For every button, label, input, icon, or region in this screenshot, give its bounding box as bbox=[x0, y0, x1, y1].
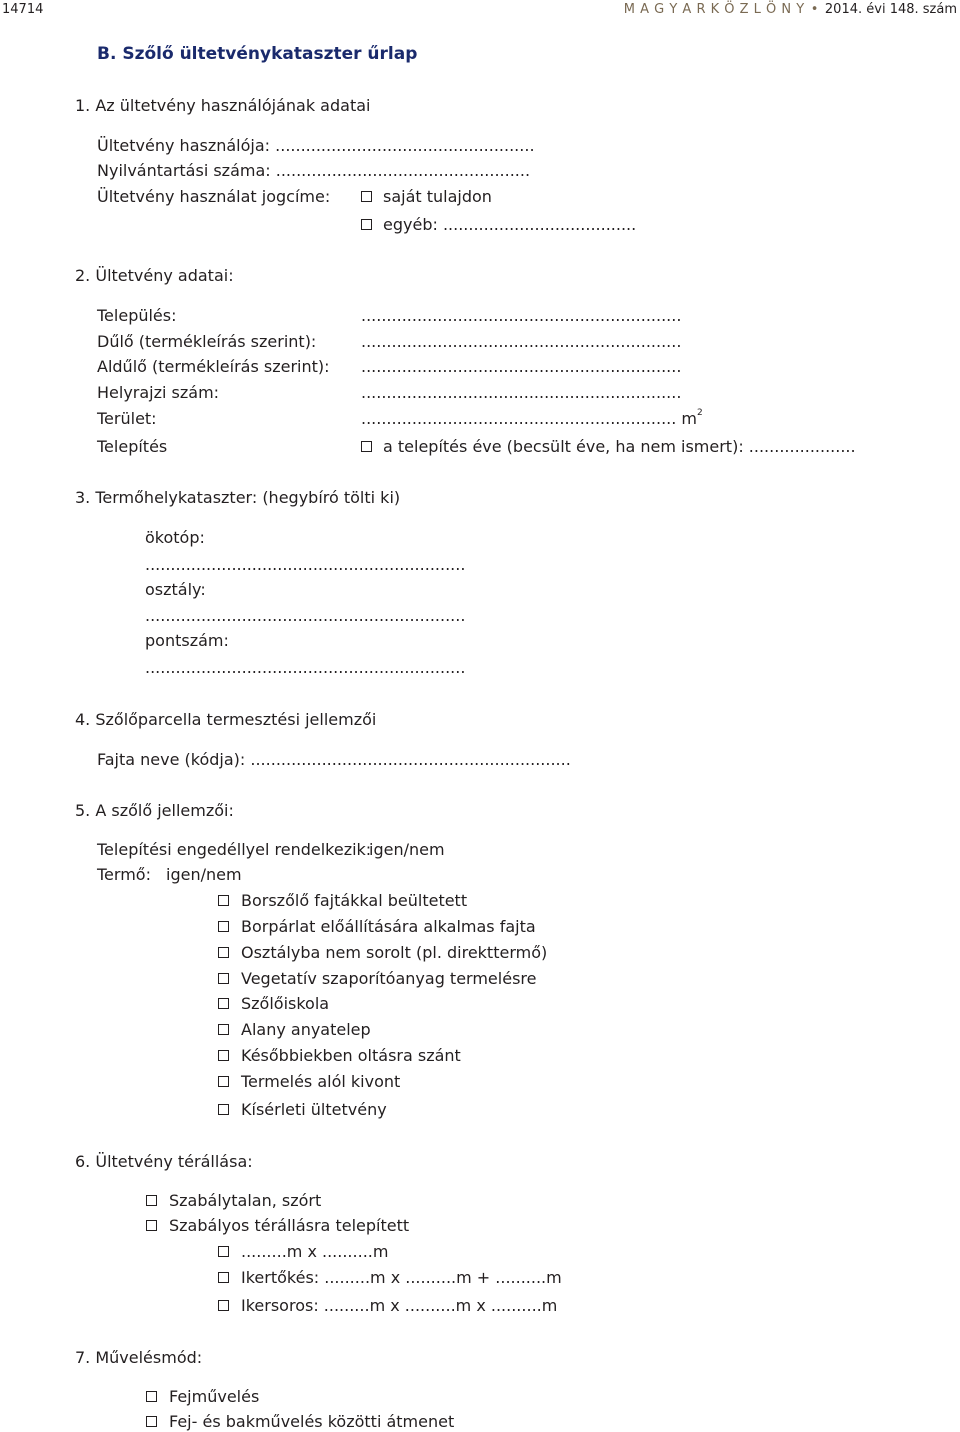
row-label: Település: bbox=[97, 306, 177, 325]
row-value: ............................................................... bbox=[361, 383, 682, 402]
journal-issue: 2014. évi 148. szám bbox=[824, 2, 957, 17]
own-property-checkbox[interactable] bbox=[361, 191, 372, 202]
twin-row-label: Ikersoros: .........m x ..........m x ..........m bbox=[241, 1296, 558, 1315]
option-checkbox[interactable] bbox=[218, 1104, 229, 1115]
irregular-label: Szabálytalan, szórt bbox=[169, 1191, 322, 1210]
row-label: Terület: bbox=[97, 409, 157, 428]
area-unit-exponent: 2 bbox=[697, 408, 703, 418]
option-label: Termelés alól kivont bbox=[241, 1072, 401, 1091]
ecotope-value: ............................................................... bbox=[145, 555, 466, 574]
option-label: Későbbiekben oltásra szánt bbox=[241, 1046, 461, 1065]
regular-label: Szabályos térállásra telepített bbox=[169, 1216, 410, 1235]
row-label: Dűlő (termékleírás szerint): bbox=[97, 332, 317, 351]
regular-checkbox[interactable] bbox=[146, 1220, 157, 1231]
section-7-heading: 7. Művelésmód: bbox=[75, 1348, 203, 1367]
page-number: 14714 bbox=[2, 2, 44, 17]
user-field: Ültetvény használója: ................................................... bbox=[97, 136, 535, 155]
own-property-label: saját tulajdon bbox=[383, 187, 492, 206]
option-checkbox[interactable] bbox=[218, 895, 229, 906]
bearing-label: Termő: bbox=[97, 865, 151, 884]
planting-label: Telepítés bbox=[97, 437, 168, 456]
row-value: ............................................................... bbox=[361, 332, 682, 351]
section-3-heading: 3. Termőhelykataszter: (hegybíró tölti ki) bbox=[75, 488, 401, 507]
option-checkbox[interactable] bbox=[218, 1050, 229, 1061]
class-label: osztály: bbox=[145, 580, 206, 599]
spacing-label: .........m x ..........m bbox=[241, 1242, 389, 1261]
twin-row-checkbox[interactable] bbox=[218, 1300, 229, 1311]
option-label: Borszőlő fajtákkal beültetett bbox=[241, 891, 468, 910]
other-label: egyéb: ...................................... bbox=[383, 215, 637, 234]
section-4-heading: 4. Szőlőparcella termesztési jellemzői bbox=[75, 710, 377, 729]
option-label: Vegetatív szaporítóanyag termelésre bbox=[241, 969, 537, 988]
section-6-heading: 6. Ültetvény térállása: bbox=[75, 1152, 253, 1171]
area-dots-unit: .............................................................. m bbox=[361, 409, 697, 428]
option-checkbox[interactable] bbox=[218, 1076, 229, 1087]
row-value: ............................................................... bbox=[361, 306, 682, 325]
section-1-heading: 1. Az ültetvény használójának adatai bbox=[75, 96, 371, 115]
planting-year-checkbox[interactable] bbox=[361, 441, 372, 452]
option-checkbox[interactable] bbox=[218, 947, 229, 958]
points-value: ............................................................... bbox=[145, 658, 466, 677]
row-label: Aldűlő (termékleírás szerint): bbox=[97, 357, 330, 376]
option-checkbox[interactable] bbox=[218, 921, 229, 932]
option-label: Osztályba nem sorolt (pl. direkttermő) bbox=[241, 943, 548, 962]
variety-field: Fajta neve (kódja): ............................................................... bbox=[97, 750, 571, 769]
irregular-checkbox[interactable] bbox=[146, 1195, 157, 1206]
registration-field: Nyilvántartási száma: .................................................. bbox=[97, 161, 531, 180]
option-checkbox[interactable] bbox=[218, 998, 229, 1009]
option-checkbox[interactable] bbox=[218, 973, 229, 984]
option-checkbox[interactable] bbox=[218, 1024, 229, 1035]
permit-value: igen/nem bbox=[369, 840, 445, 859]
twin-stock-checkbox[interactable] bbox=[218, 1272, 229, 1283]
twin-stock-label: Ikertőkés: .........m x ..........m + ..........m bbox=[241, 1268, 562, 1287]
usage-title-label: Ültetvény használat jogcíme: bbox=[97, 187, 331, 206]
section-5-heading: 5. A szőlő jellemzői: bbox=[75, 801, 234, 820]
option-label: Szőlőiskola bbox=[241, 994, 330, 1013]
header-bullet: • bbox=[810, 2, 819, 17]
option-label: Alany anyatelep bbox=[241, 1020, 371, 1039]
option-label: Kísérleti ültetvény bbox=[241, 1100, 387, 1119]
permit-label: Telepítési engedéllyel rendelkezik: bbox=[97, 840, 372, 859]
head-training-label: Fejművelés bbox=[169, 1387, 260, 1406]
ecotope-label: ökotóp: bbox=[145, 528, 205, 547]
planting-year-label: a telepítés éve (becsült éve, ha nem ismert): ..................... bbox=[383, 437, 856, 456]
class-value: ............................................................... bbox=[145, 606, 466, 625]
bearing-value: igen/nem bbox=[166, 865, 242, 884]
transition-training-label: Fej- és bakművelés közötti átmenet bbox=[169, 1412, 455, 1431]
points-label: pontszám: bbox=[145, 631, 229, 650]
journal-name: M A G Y A R K Ö Z L Ö N Y bbox=[623, 2, 805, 17]
transition-training-checkbox[interactable] bbox=[146, 1416, 157, 1427]
other-checkbox[interactable] bbox=[361, 219, 372, 230]
journal-header bbox=[624, 3, 957, 16]
row-value: ............................................................... bbox=[361, 357, 682, 376]
area-value bbox=[361, 408, 703, 428]
spacing-checkbox[interactable] bbox=[218, 1246, 229, 1257]
row-label: Helyrajzi szám: bbox=[97, 383, 220, 402]
form-title: B. Szőlő ültetvénykataszter űrlap bbox=[97, 44, 418, 64]
section-2-heading: 2. Ültetvény adatai: bbox=[75, 266, 234, 285]
head-training-checkbox[interactable] bbox=[146, 1391, 157, 1402]
option-label: Borpárlat előállítására alkalmas fajta bbox=[241, 917, 536, 936]
